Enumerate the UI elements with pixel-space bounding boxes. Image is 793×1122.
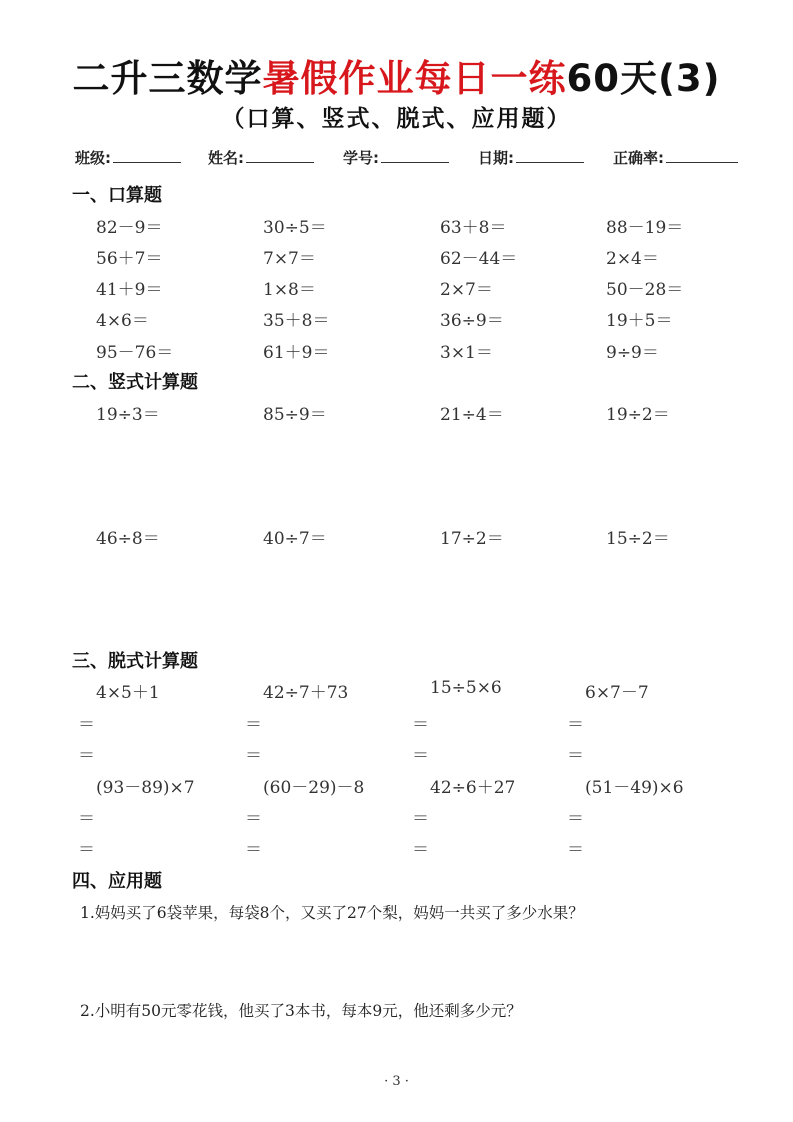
equals-sign: ＝: [78, 715, 95, 735]
section-stepwise-heading: 三、脱式计算题: [72, 651, 198, 672]
equals-sign: ＝: [245, 715, 262, 735]
equals-sign: ＝: [245, 809, 262, 829]
oral-problem: 7×7＝: [263, 249, 316, 269]
oral-problem: 82－9＝: [96, 218, 163, 238]
stepwise-problem: (60－29)－8: [263, 778, 365, 798]
info-date: [478, 147, 584, 168]
info-blank[interactable]: [381, 147, 449, 163]
equals-sign: ＝: [567, 809, 584, 829]
section-vertical-heading: 二、竖式计算题: [72, 372, 198, 393]
oral-problem: 30÷5＝: [263, 218, 327, 238]
oral-problem: 62－44＝: [440, 249, 518, 269]
word-problem: 2.小明有50元零花钱，他买了3本书，每本9元，他还剩多少元？: [80, 1002, 522, 1020]
oral-problem: 63＋8＝: [440, 218, 507, 238]
equals-sign: ＝: [567, 715, 584, 735]
oral-problem: 2×4＝: [606, 249, 659, 269]
info-label: 班级:: [75, 149, 111, 167]
oral-problem: 2×7＝: [440, 280, 493, 300]
page-number: · 3 ·: [384, 1074, 409, 1089]
info-label: 正确率:: [613, 149, 664, 167]
equals-sign: ＝: [245, 746, 262, 766]
equals-sign: ＝: [78, 840, 95, 860]
oral-problem: 1×8＝: [263, 280, 316, 300]
title-part-black: 二升三数学: [72, 57, 263, 100]
page-subtitle: （口算、竖式、脱式、应用题）: [221, 106, 572, 132]
info-accuracy: [613, 147, 738, 168]
stepwise-problem: 4×5＋1: [96, 683, 160, 703]
equals-sign: ＝: [567, 840, 584, 860]
info-blank[interactable]: [516, 147, 584, 163]
oral-problem: 9÷9＝: [606, 343, 659, 363]
oral-problem: 41＋9＝: [96, 280, 163, 300]
section-oral-heading: 一、口算题: [72, 185, 162, 206]
vertical-problem: 15÷2＝: [606, 529, 670, 549]
stepwise-problem: 6×7－7: [585, 683, 649, 703]
stepwise-problem: 42÷6＋27: [430, 778, 516, 798]
equals-sign: ＝: [412, 809, 429, 829]
oral-problem: 35＋8＝: [263, 311, 330, 331]
vertical-problem: 21÷4＝: [440, 405, 504, 425]
vertical-problem: 19÷2＝: [606, 405, 670, 425]
oral-problem: 36÷9＝: [440, 311, 504, 331]
vertical-problem: 19÷3＝: [96, 405, 160, 425]
info-label: 姓名:: [208, 149, 244, 167]
oral-problem: 3×1＝: [440, 343, 493, 363]
stepwise-problem: 42÷7＋73: [263, 683, 349, 703]
equals-sign: ＝: [567, 746, 584, 766]
oral-problem: 61＋9＝: [263, 343, 330, 363]
info-label: 学号:: [343, 149, 379, 167]
equals-sign: ＝: [78, 746, 95, 766]
equals-sign: ＝: [412, 840, 429, 860]
title-part-red: 暑假作业每日一练: [262, 57, 567, 100]
vertical-problem: 40÷7＝: [263, 529, 327, 549]
equals-sign: ＝: [412, 746, 429, 766]
oral-problem: 88－19＝: [606, 218, 684, 238]
stepwise-problem: (51－49)×6: [585, 778, 684, 798]
oral-problem: 4×6＝: [96, 311, 149, 331]
oral-problem: 19＋5＝: [606, 311, 673, 331]
equals-sign: ＝: [412, 715, 429, 735]
info-blank[interactable]: [113, 147, 181, 163]
info-class: [75, 147, 181, 168]
stepwise-problem: (93－89)×7: [96, 778, 195, 798]
oral-problem: 56＋7＝: [96, 249, 163, 269]
section-word-heading: 四、应用题: [72, 871, 162, 892]
info-student-id: [343, 147, 449, 168]
equals-sign: ＝: [78, 809, 95, 829]
info-name: [208, 147, 314, 168]
vertical-problem: 46÷8＝: [96, 529, 160, 549]
word-problem: 1.妈妈买了6袋苹果，每袋8个，又买了27个梨，妈妈一共买了多少水果？: [80, 904, 584, 922]
title-part-suffix: 60天(3): [566, 57, 721, 100]
info-label: 日期:: [478, 149, 514, 167]
oral-problem: 50－28＝: [606, 280, 684, 300]
equals-sign: ＝: [245, 840, 262, 860]
stepwise-problem: 15÷5×6: [430, 678, 502, 698]
oral-problem: 95－76＝: [96, 343, 174, 363]
vertical-problem: 85÷9＝: [263, 405, 327, 425]
page-title: [0, 48, 793, 102]
vertical-problem: 17÷2＝: [440, 529, 504, 549]
info-blank[interactable]: [246, 147, 314, 163]
info-blank[interactable]: [666, 147, 738, 163]
